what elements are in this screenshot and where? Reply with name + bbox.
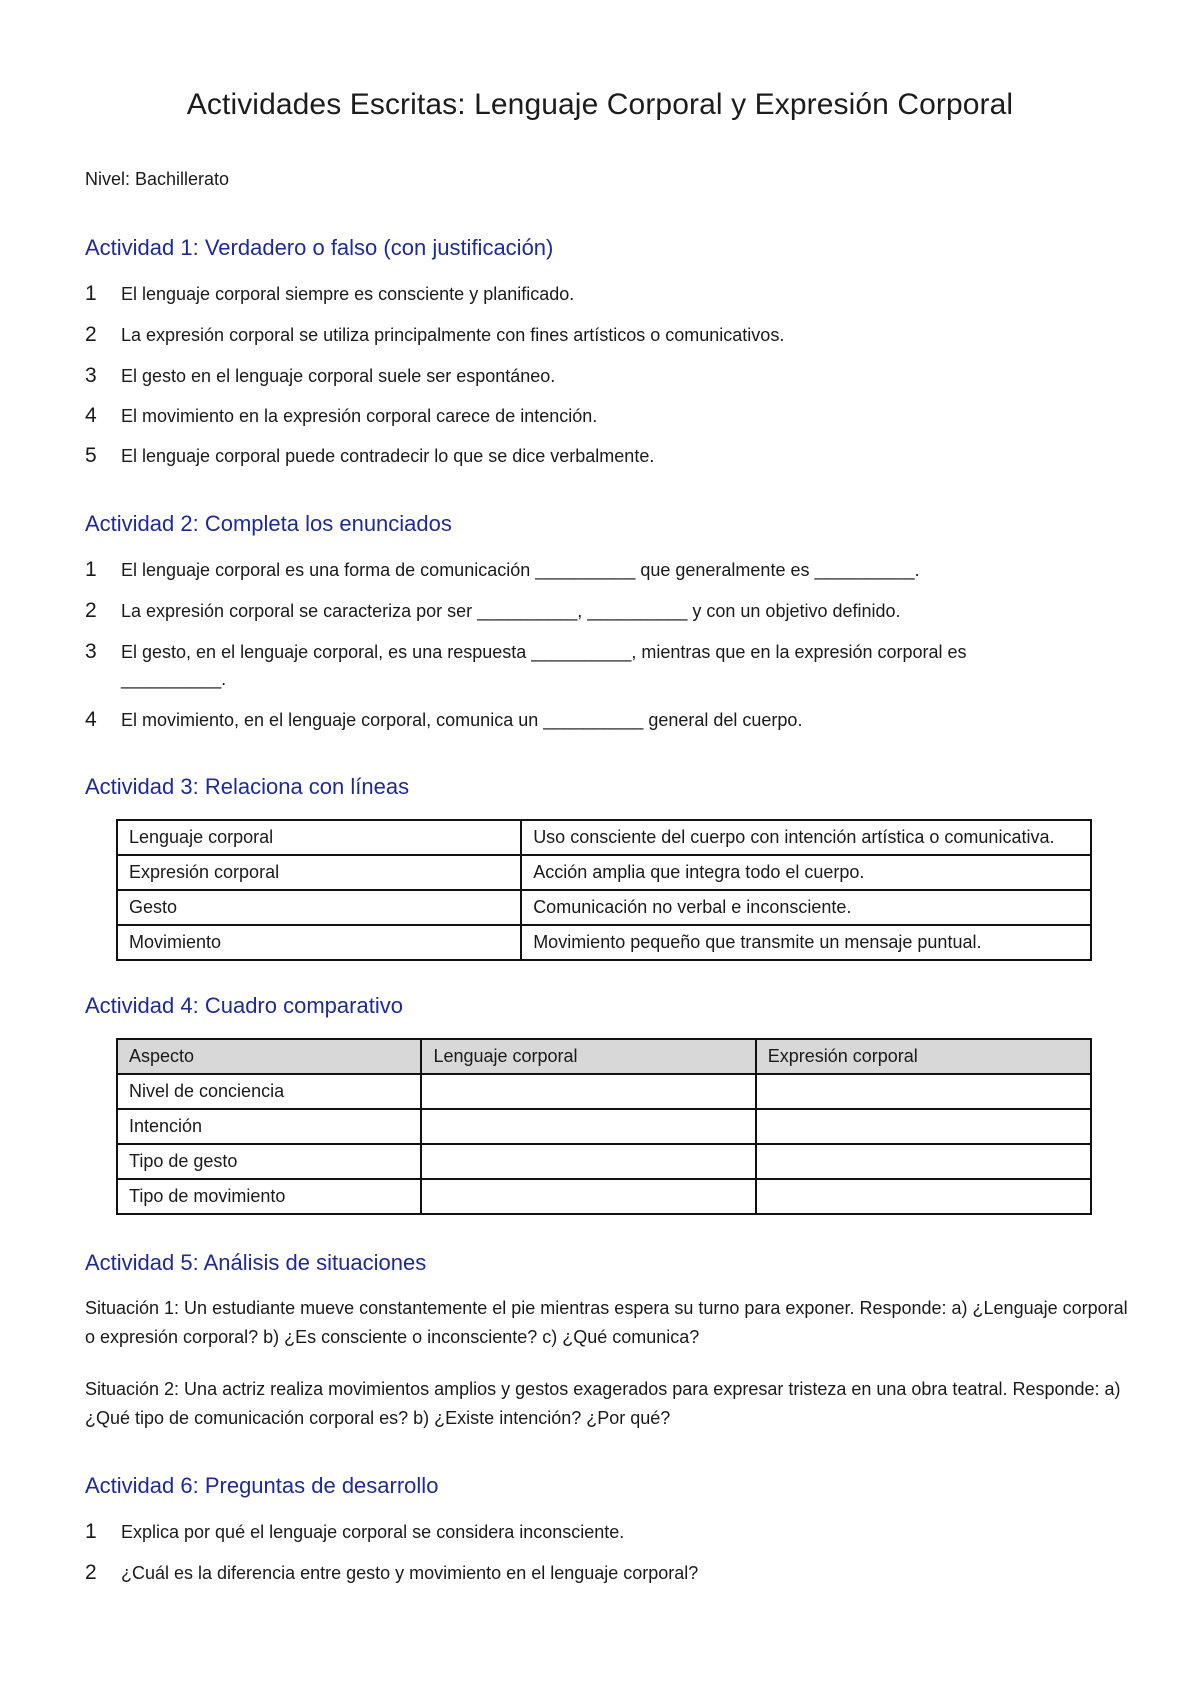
item-text: El lenguaje corporal puede contradecir lo que se dice verbalmente. (121, 446, 655, 466)
answer-cell[interactable] (756, 1109, 1091, 1144)
definition-cell: Uso consciente del cuerpo con intención artística o comunicativa. (521, 820, 1091, 855)
item-number: 1 (85, 1520, 97, 1543)
activity-6-heading: Actividad 6: Preguntas de desarrollo (85, 1473, 439, 1498)
activity-6-item (85, 1561, 698, 1585)
matching-table (116, 819, 1092, 961)
table-row (117, 890, 1091, 925)
item-number: 2 (85, 1561, 97, 1584)
answer-cell[interactable] (756, 1074, 1091, 1109)
aspect-cell: Tipo de gesto (117, 1144, 421, 1179)
item-number: 4 (85, 404, 97, 427)
activity-6-item (85, 1520, 624, 1544)
item-text-continuation: __________. (121, 669, 227, 689)
item-text: El movimiento en la expresión corporal carece de intención. (121, 406, 598, 426)
answer-cell[interactable] (756, 1144, 1091, 1179)
table-row (117, 1144, 1091, 1179)
item-number: 4 (85, 708, 97, 731)
table-header-row (117, 1039, 1091, 1074)
answer-cell[interactable] (421, 1074, 755, 1109)
answer-cell[interactable] (756, 1179, 1091, 1214)
item-number: 1 (85, 558, 97, 581)
table-row (117, 855, 1091, 890)
definition-cell: Acción amplia que integra todo el cuerpo. (521, 855, 1091, 890)
table-row (117, 1074, 1091, 1109)
aspect-cell: Nivel de conciencia (117, 1074, 421, 1109)
item-text: El lenguaje corporal siempre es consciente y planificado. (121, 284, 575, 304)
level-label: Nivel: Bachillerato (85, 169, 230, 189)
definition-cell: Comunicación no verbal e inconsciente. (521, 890, 1091, 925)
activity-1-item (85, 444, 654, 468)
term-cell: Movimiento (117, 925, 521, 960)
item-text: El gesto, en el lenguaje corporal, es una respuesta __________, mientras que en la expresión corporal es (121, 642, 967, 662)
activity-2-item (85, 599, 901, 623)
header-cell: Lenguaje corporal (421, 1039, 755, 1074)
item-number: 2 (85, 323, 97, 346)
item-number: 2 (85, 599, 97, 622)
activity-2-item (85, 558, 920, 582)
activity-1-item (85, 323, 784, 347)
item-number: 3 (85, 364, 97, 387)
situation-1-text: Situación 1: Un estudiante mueve constantemente el pie mientras espera su turno para exponer. Responde: a) ¿Lenguaje corporal o expresión corporal? b) ¿Es consciente o inconsciente? c) ¿Qué comunica? (85, 1298, 1128, 1347)
table-row (117, 820, 1091, 855)
definition-cell: Movimiento pequeño que transmite un mensaje puntual. (521, 925, 1091, 960)
answer-cell[interactable] (421, 1179, 755, 1214)
activity-5-heading: Actividad 5: Análisis de situaciones (85, 1250, 427, 1275)
item-text: El lenguaje corporal es una forma de comunicación __________ que generalmente es __________. (121, 560, 920, 580)
answer-cell[interactable] (421, 1109, 755, 1144)
header-cell: Expresión corporal (756, 1039, 1091, 1074)
item-number: 1 (85, 282, 97, 305)
header-cell: Aspecto (117, 1039, 421, 1074)
answer-cell[interactable] (421, 1144, 755, 1179)
table-row (117, 1109, 1091, 1144)
activity-2-item (85, 640, 967, 664)
table-row (117, 1179, 1091, 1214)
term-cell: Lenguaje corporal (117, 820, 521, 855)
item-text: ¿Cuál es la diferencia entre gesto y movimiento en el lenguaje corporal? (121, 1563, 699, 1583)
activity-2-heading: Actividad 2: Completa los enunciados (85, 511, 452, 536)
activity-4-heading: Actividad 4: Cuadro comparativo (85, 993, 403, 1018)
situation-2-text: Situación 2: Una actriz realiza movimientos amplios y gestos exagerados para expresar tristeza en una obra teatral. Responde: a) ¿Qué tipo de comunicación corporal es? b) ¿Existe intención? ¿Por qué? (85, 1379, 1121, 1428)
item-text: Explica por qué el lenguaje corporal se considera inconsciente. (121, 1522, 625, 1542)
term-cell: Expresión corporal (117, 855, 521, 890)
table-row (117, 925, 1091, 960)
item-number: 5 (85, 444, 97, 467)
comparison-table (116, 1038, 1092, 1215)
aspect-cell: Intención (117, 1109, 421, 1144)
aspect-cell: Tipo de movimiento (117, 1179, 421, 1214)
activity-1-item (85, 404, 597, 428)
item-text: La expresión corporal se caracteriza por ser __________, __________ y con un objetivo definido. (121, 601, 901, 621)
activity-2-item (85, 708, 802, 732)
activity-1-item (85, 364, 555, 388)
activity-3-heading: Actividad 3: Relaciona con líneas (85, 774, 410, 799)
item-text: La expresión corporal se utiliza principalmente con fines artísticos o comunicativos. (121, 325, 785, 345)
item-number: 3 (85, 640, 97, 663)
item-text: El gesto en el lenguaje corporal suele ser espontáneo. (121, 366, 556, 386)
activity-1-heading: Actividad 1: Verdadero o falso (con justificación) (85, 235, 554, 260)
term-cell: Gesto (117, 890, 521, 925)
item-text: El movimiento, en el lenguaje corporal, comunica un __________ general del cuerpo. (121, 710, 803, 730)
page-title: Actividades Escritas: Lenguaje Corporal y Expresión Corporal (186, 88, 1014, 121)
activity-1-item (85, 282, 574, 306)
